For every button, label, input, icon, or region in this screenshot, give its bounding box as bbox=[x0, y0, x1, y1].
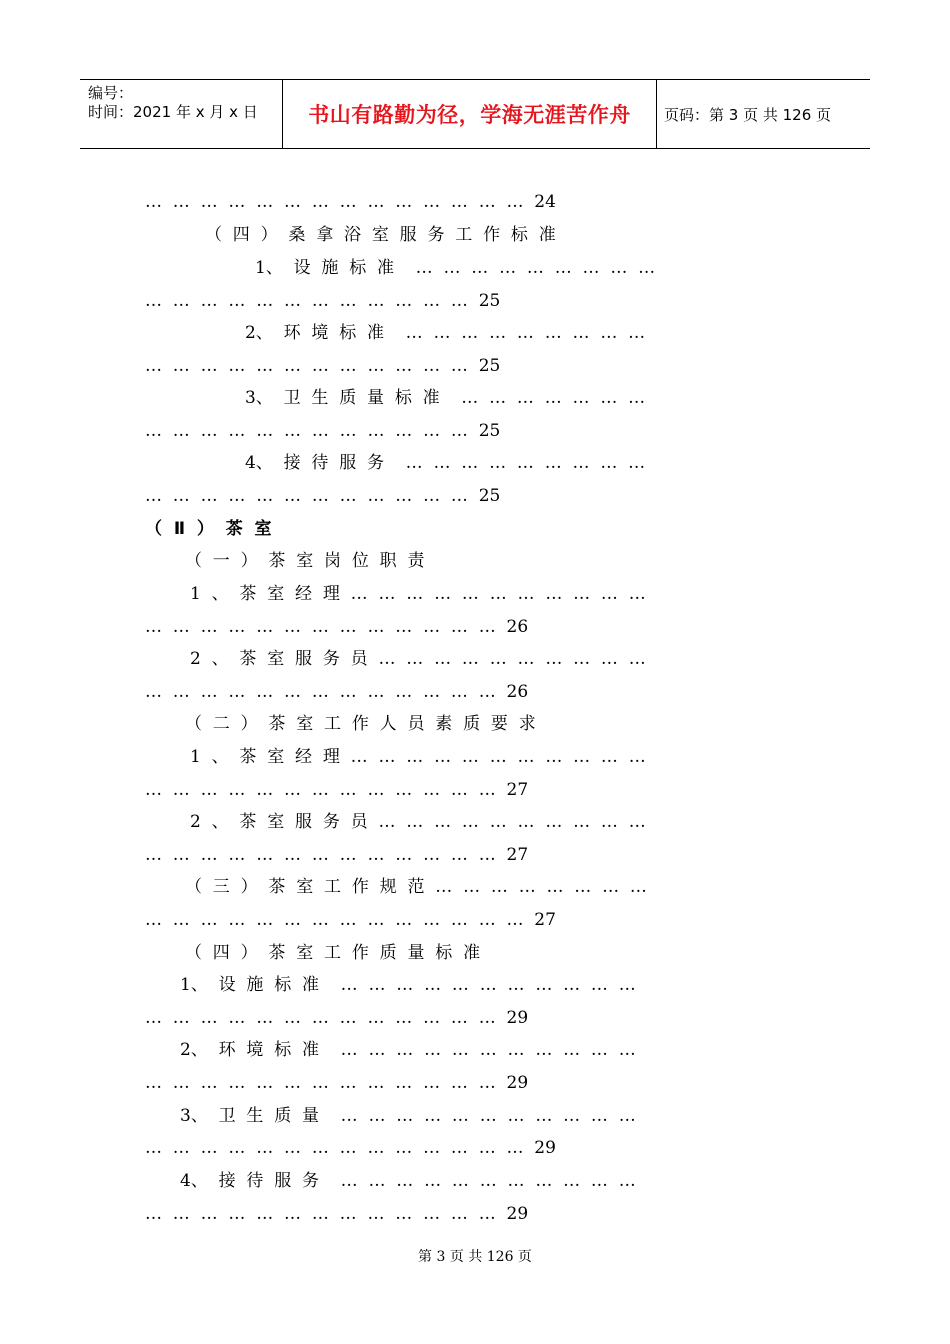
toc-entry: 1 、 茶 室 经 理 … … … … … … … … … … … bbox=[190, 584, 646, 604]
toc-entry: … … … … … … … … … … … … … … 27 bbox=[145, 910, 556, 930]
toc-entry: 2、 环 境 标 准 … … … … … … … … … … … bbox=[180, 1040, 636, 1060]
toc-entry: （ 二 ） 茶 室 工 作 人 员 素 质 要 求 bbox=[185, 714, 536, 734]
toc-entry: （ Ⅱ ） 茶 室 bbox=[145, 519, 272, 539]
page-footer: 第 3 页 共 126 页 bbox=[418, 1249, 532, 1265]
toc-entry: … … … … … … … … … … … … 25 bbox=[145, 421, 501, 441]
toc-entry: 1、 设 施 标 准 … … … … … … … … … … … bbox=[180, 975, 636, 995]
header-page-label: 页码：第 3 页 共 126 页 bbox=[664, 105, 832, 124]
document-date-label: 时间：2021 年 x 月 x 日 bbox=[88, 103, 258, 121]
toc-entry: … … … … … … … … … … … … … … 24 bbox=[145, 192, 556, 212]
document-number-label: 编号： bbox=[88, 84, 134, 102]
toc-entry: 4、 接 待 服 务 … … … … … … … … … bbox=[245, 453, 646, 473]
toc-entry: （ 四 ） 桑 拿 浴 室 服 务 工 作 标 准 bbox=[205, 225, 556, 245]
toc-entry: … … … … … … … … … … … … … … 29 bbox=[145, 1138, 556, 1158]
header-slogan-cell bbox=[282, 80, 657, 148]
page-header bbox=[80, 79, 870, 149]
toc-entry: 1 、 茶 室 经 理 … … … … … … … … … … … bbox=[190, 747, 646, 767]
toc-entry: … … … … … … … … … … … … … 29 bbox=[145, 1073, 529, 1093]
toc-entry: … … … … … … … … … … … … … 29 bbox=[145, 1204, 529, 1224]
toc-entry: … … … … … … … … … … … … … 29 bbox=[145, 1008, 529, 1028]
header-meta bbox=[80, 80, 282, 148]
toc-entry: … … … … … … … … … … … … 25 bbox=[145, 291, 501, 311]
header-slogan: 书山有路勤为径，学海无涯苦作舟 bbox=[308, 103, 631, 127]
toc-entry: （ 四 ） 茶 室 工 作 质 量 标 准 bbox=[185, 943, 481, 963]
toc-entry: … … … … … … … … … … … … 25 bbox=[145, 486, 501, 506]
toc-entry: … … … … … … … … … … … … 25 bbox=[145, 356, 501, 376]
toc-entry: 3、 卫 生 质 量 标 准 … … … … … … … bbox=[245, 388, 646, 408]
toc-entry: 3、 卫 生 质 量 … … … … … … … … … … … bbox=[180, 1106, 636, 1126]
header-page-cell bbox=[656, 80, 870, 148]
toc-entry: 4、 接 待 服 务 … … … … … … … … … … … bbox=[180, 1171, 636, 1191]
toc-entry: 2 、 茶 室 服 务 员 … … … … … … … … … … bbox=[190, 649, 646, 669]
toc-entry: 2 、 茶 室 服 务 员 … … … … … … … … … … bbox=[190, 812, 646, 832]
toc-entry: （ 三 ） 茶 室 工 作 规 范 … … … … … … … … bbox=[185, 877, 647, 897]
toc-entry: （ 一 ） 茶 室 岗 位 职 责 bbox=[185, 551, 425, 571]
toc-entry: 1、 设 施 标 准 … … … … … … … … … bbox=[255, 258, 656, 278]
toc-entry: … … … … … … … … … … … … … 26 bbox=[145, 617, 529, 637]
toc-entry: 2、 环 境 标 准 … … … … … … … … … bbox=[245, 323, 646, 343]
toc-entry: … … … … … … … … … … … … … 27 bbox=[145, 780, 529, 800]
toc-entry: … … … … … … … … … … … … … 26 bbox=[145, 682, 529, 702]
toc-entry: … … … … … … … … … … … … … 27 bbox=[145, 845, 529, 865]
